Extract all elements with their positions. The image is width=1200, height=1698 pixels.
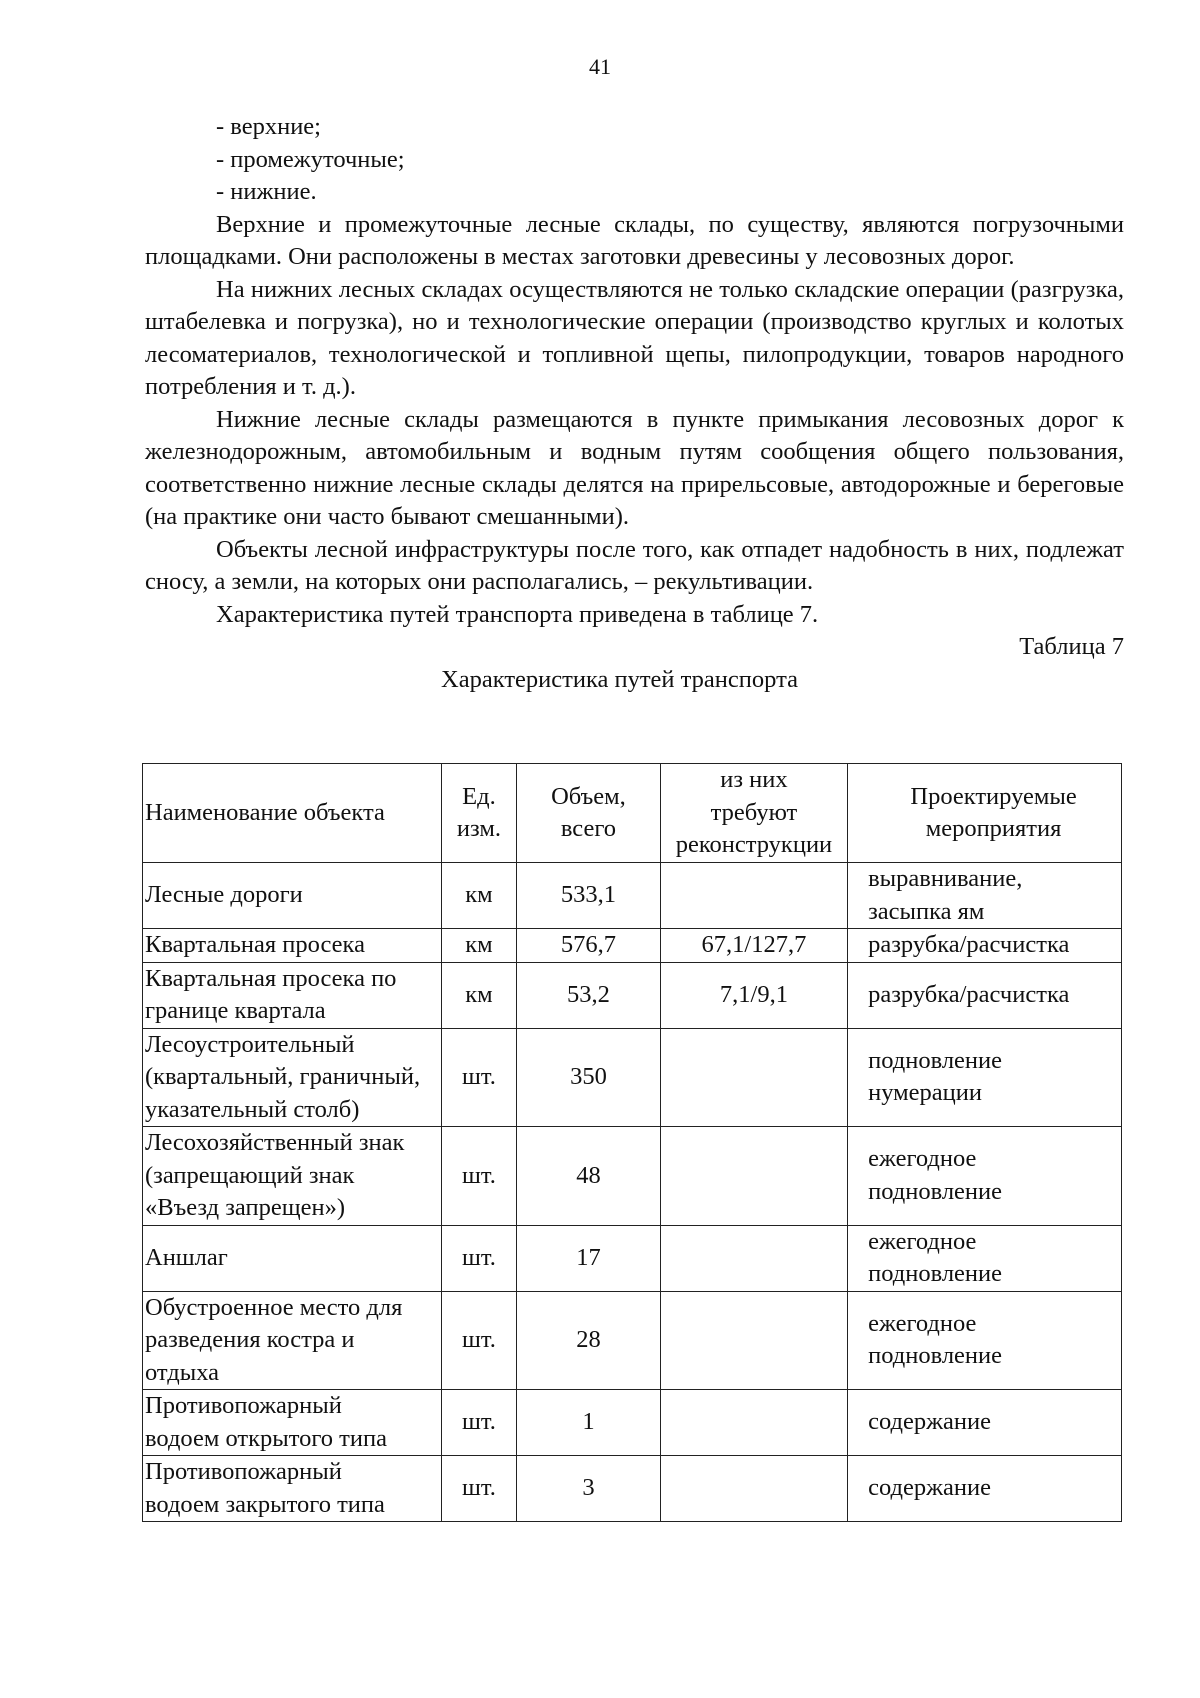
cell-volume: 3 — [517, 1456, 661, 1522]
cell-measures: подновление нумерации — [848, 1028, 1122, 1127]
cell-unit: км — [441, 929, 516, 963]
cell-measures: ежегодное подновление — [848, 1225, 1122, 1291]
cell-measures: ежегодное подновление — [848, 1291, 1122, 1390]
table-row — [143, 1127, 1122, 1226]
cell-volume: 1 — [517, 1390, 661, 1456]
header-name: Наименование объекта — [143, 764, 442, 863]
table-header-row — [143, 764, 1122, 863]
cell-object-name: Лесоустроительный (квартальный, граничный, указательный столб) — [143, 1028, 442, 1127]
cell-reconstruction — [660, 1225, 847, 1291]
cell-object-name: Аншлаг — [143, 1225, 442, 1291]
table-row — [143, 929, 1122, 963]
cell-measures: разрубка/расчистка — [848, 962, 1122, 1028]
paragraph: Характеристика путей транспорта приведена в таблице 7. — [216, 600, 819, 628]
cell-volume: 576,7 — [517, 929, 661, 963]
header-reconstruction: из них требуют реконструкции — [660, 764, 847, 863]
cell-unit: шт. — [441, 1028, 516, 1127]
cell-object-name: Лесохозяйственный знак (запрещающий знак «Въезд запрещен») — [143, 1127, 442, 1226]
header-measures: Проектируемые мероприятия — [848, 764, 1122, 863]
transport-table — [142, 763, 1122, 1522]
header-volume: Объем, всего — [517, 764, 661, 863]
cell-object-name: Квартальная просека — [143, 929, 442, 963]
cell-reconstruction: 7,1/9,1 — [660, 962, 847, 1028]
cell-measures: выравнивание, засыпка ям — [848, 863, 1122, 929]
cell-reconstruction — [660, 1291, 847, 1390]
cell-object-name: Противопожарный водоем закрытого типа — [143, 1456, 442, 1522]
cell-volume: 28 — [517, 1291, 661, 1390]
cell-volume: 17 — [517, 1225, 661, 1291]
cell-unit: км — [441, 863, 516, 929]
cell-volume: 53,2 — [517, 962, 661, 1028]
cell-unit: шт. — [441, 1225, 516, 1291]
paragraph: Объекты лесной инфраструктуры после того, как отпадет надобность в них, подлежат сносу, а земли, на которых они располагались, – рекультивации. — [145, 535, 1124, 595]
list-item: - верхние; — [216, 113, 321, 140]
cell-unit: шт. — [441, 1390, 516, 1456]
cell-reconstruction — [660, 1127, 847, 1226]
paragraph: На нижних лесных складах осуществляются не только складские операции (разгрузка, штабелевка и погрузка), но и технологические операции (производство круглых и колотых лесоматериалов, технологической и топливной щепы, пилопродукции, товаров народного потребления и т. д.). — [145, 275, 1124, 400]
table-row — [143, 863, 1122, 929]
cell-object-name: Квартальная просека по границе квартала — [143, 962, 442, 1028]
cell-reconstruction — [660, 863, 847, 929]
table-row — [143, 1028, 1122, 1127]
cell-unit: шт. — [441, 1291, 516, 1390]
cell-volume: 533,1 — [517, 863, 661, 929]
cell-reconstruction — [660, 1390, 847, 1456]
cell-measures: разрубка/расчистка — [848, 929, 1122, 963]
cell-volume: 48 — [517, 1127, 661, 1226]
table-row — [143, 1456, 1122, 1522]
table-row — [143, 1390, 1122, 1456]
table-row — [143, 962, 1122, 1028]
cell-unit: шт. — [441, 1127, 516, 1226]
cell-measures: ежегодное подновление — [848, 1127, 1122, 1226]
cell-measures: содержание — [848, 1390, 1122, 1456]
cell-reconstruction — [660, 1028, 847, 1127]
table-reference: Таблица 7 — [1019, 633, 1124, 660]
table-row — [143, 1225, 1122, 1291]
table-title: Характеристика путей транспорта — [441, 665, 798, 693]
cell-object-name: Лесные дороги — [143, 863, 442, 929]
paragraph: Верхние и промежуточные лесные склады, по существу, являются погрузочными площадками. Они расположены в местах заготовки древесины у лесовозных дорог. — [145, 210, 1124, 270]
header-unit: Ед. изм. — [441, 764, 516, 863]
cell-reconstruction — [660, 1456, 847, 1522]
cell-reconstruction: 67,1/127,7 — [660, 929, 847, 963]
cell-unit: шт. — [441, 1456, 516, 1522]
cell-object-name: Обустроенное место для разведения костра и отдыха — [143, 1291, 442, 1390]
cell-unit: км — [441, 962, 516, 1028]
page-number: 41 — [589, 54, 611, 79]
table-row — [143, 1291, 1122, 1390]
body-text — [145, 111, 1124, 696]
list-item: - нижние. — [216, 178, 317, 205]
cell-object-name: Противопожарный водоем открытого типа — [143, 1390, 442, 1456]
paragraph: Нижние лесные склады размещаются в пункте примыкания лесовозных дорог к железнодорожным, автомобильным и водным путям сообщения общего пользования, соответственно нижние лесные склады делятся на прирельсовые, автодорожные и береговые (на практике они часто бывают смешанными). — [145, 405, 1124, 530]
list-item: - промежуточные; — [216, 145, 405, 173]
cell-volume: 350 — [517, 1028, 661, 1127]
cell-measures: содержание — [848, 1456, 1122, 1522]
